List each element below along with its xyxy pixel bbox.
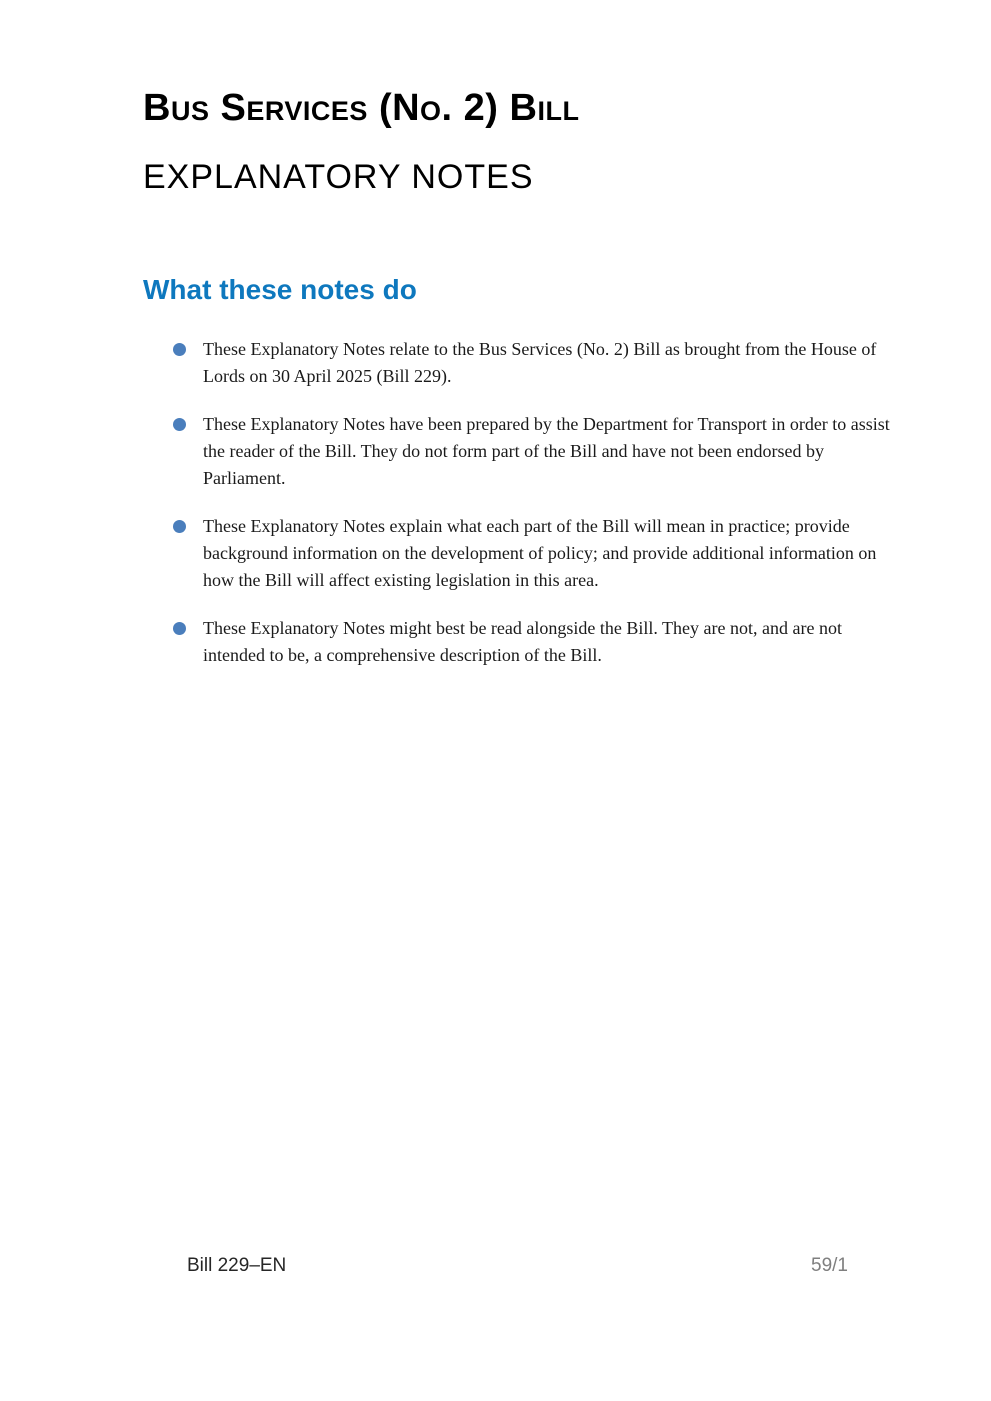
bullet-item [143,615,913,669]
bullet-dot-icon [173,622,186,635]
bill-number: Bill 229–EN [187,1255,287,1276]
bullet-text: These Explanatory Notes explain what each part of the Bill will mean in practice; provide background information on the development of policy; and provide additional information on how the Bill will affect existing legislation in this area. [203,516,877,590]
bullet-dot-icon [173,520,186,533]
page-footer [187,1254,848,1279]
bullet-item [143,513,913,594]
bullet-dot-icon [173,343,186,356]
bullet-item [143,411,913,492]
bullet-dot-icon [173,418,186,431]
bullet-item [143,336,913,390]
bullet-text: These Explanatory Notes might best be read alongside the Bill. They are not, and are not intended to be, a comprehensive description of the Bill. [203,618,842,665]
bill-title: Bus Services (No. 2) Bill [143,87,580,129]
document-subtitle: EXPLANATORY NOTES [143,158,534,196]
section-heading: What these notes do [143,274,417,305]
bullet-text: These Explanatory Notes relate to the Bus Services (No. 2) Bill as brought from the House of Lords on 30 April 2025 (Bill 229). [203,339,877,386]
notes-bullet-list [143,336,913,690]
page-number: 59/1 [811,1255,848,1276]
bullet-text: These Explanatory Notes have been prepared by the Department for Transport in order to assist the reader of the Bill. They do not form part of the Bill and have not been endorsed by Parliament. [203,414,890,488]
